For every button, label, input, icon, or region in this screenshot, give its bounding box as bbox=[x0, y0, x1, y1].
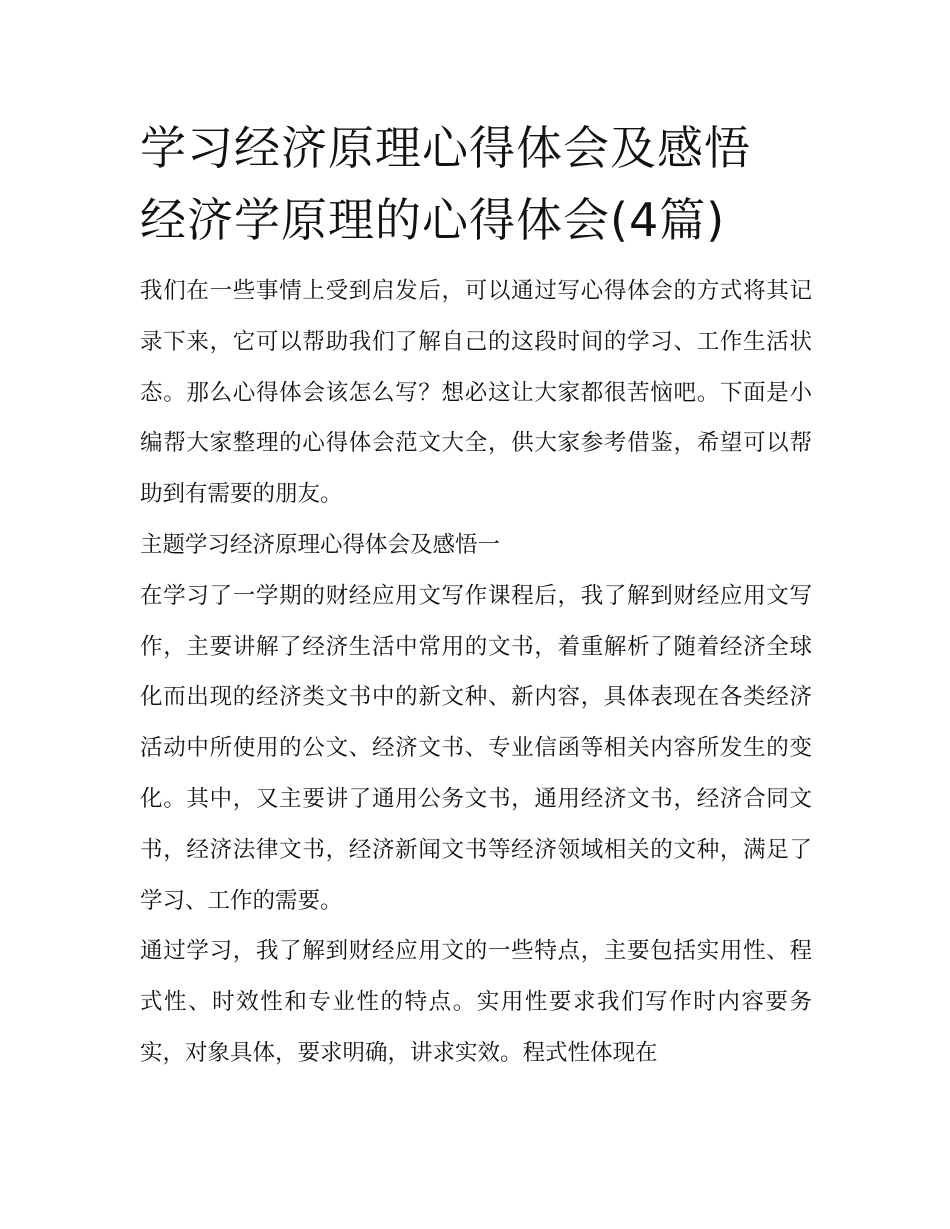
intro-paragraph: 我们在一些事情上受到启发后，可以通过写心得体会的方式将其记录下来，它可以帮助我们了解自己的这段时间的学习、工作生活状态。那么心得体会该怎么写？想必这让大家都很苦恼吧。下面是小编帮大家整理的心得体会范文大全，供大家参考借鉴，希望可以帮助到有需要的朋友。 bbox=[140, 278, 812, 508]
document-content bbox=[140, 112, 812, 1079]
body-paragraph: 在学习了一学期的财经应用文写作课程后，我了解到财经应用文写作，主要讲解了经济生活中常用的文书，着重解析了随着经济全球化而出现的经济类文书中的新文种、新内容，具体表现在各类经济活动中所使用的公文、经济文书、专业信函等相关内容所发生的变化。其中，又主要讲了通用公务文书，通用经济文书，经济合同文书，经济法律文书，经济新闻文书等经济领域相关的文种，满足了学习、工作的需要。 bbox=[140, 582, 812, 914]
title-line-1: 学习经济原理心得体会及感悟 bbox=[140, 121, 751, 175]
body-paragraph: 通过学习，我了解到财经应用文的一些特点，主要包括实用性、程式性、时效性和专业性的特点。实用性要求我们写作时内容要务实，对象具体，要求明确，讲求实效。程式性体现在 bbox=[140, 938, 812, 1066]
document-title bbox=[140, 112, 812, 256]
section-heading: 主题学习经济原理心得体会及感悟一 bbox=[140, 531, 501, 558]
document-body bbox=[140, 266, 812, 1079]
title-line-2: 经济学原理的心得体会(4篇) bbox=[140, 193, 726, 247]
